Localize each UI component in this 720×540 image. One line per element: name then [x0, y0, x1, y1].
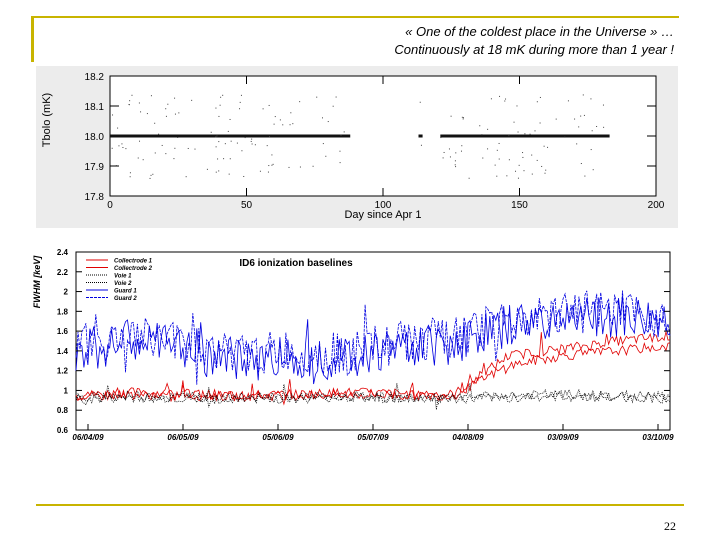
legend-entry-label: Collectrode 1	[114, 258, 153, 265]
tbolo-y-tick-label: 18.2	[84, 72, 104, 83]
tbolo-point	[228, 131, 229, 132]
tbolo-point	[177, 137, 178, 138]
tbolo-point	[421, 145, 422, 146]
tbolo-point	[174, 148, 175, 149]
tbolo-point	[522, 152, 523, 153]
tbolo-point	[289, 167, 290, 168]
tbolo-point	[229, 174, 230, 175]
tbolo-point	[162, 145, 163, 146]
tbolo-point	[245, 137, 246, 138]
tbolo-point	[463, 118, 464, 119]
tbolo-point	[540, 122, 541, 123]
tbolo-x-tick-label: 150	[511, 200, 528, 211]
tbolo-point	[603, 127, 604, 128]
tbolo-point	[487, 148, 488, 149]
tbolo-point	[240, 102, 241, 103]
tbolo-point	[230, 119, 231, 120]
baselines-x-tick-label: 03/10/09	[642, 433, 674, 442]
tbolo-point	[499, 143, 500, 144]
tbolo-point	[455, 152, 456, 153]
baselines-x-tick-label: 06/05/09	[167, 433, 199, 442]
tbolo-point	[584, 176, 585, 177]
tbolo-point	[217, 158, 218, 159]
tbolo-point	[583, 94, 584, 95]
tbolo-point	[239, 108, 240, 109]
tbolo-y-axis-label: Tbolo (mK)	[41, 92, 53, 148]
tbolo-point	[129, 104, 130, 105]
tbolo-point	[545, 170, 546, 171]
tbolo-point	[603, 105, 604, 106]
tbolo-point	[251, 141, 252, 142]
tbolo-point	[267, 145, 268, 146]
tbolo-point	[530, 134, 531, 135]
tbolo-point	[495, 165, 496, 166]
tbolo-point	[139, 102, 140, 103]
legend-entry-label: Collectrode 2	[114, 266, 153, 272]
tbolo-point	[167, 104, 168, 105]
tbolo-y-tick-label: 17.9	[84, 162, 104, 173]
tbolo-point	[462, 117, 463, 118]
tbolo-point	[323, 143, 324, 144]
tbolo-point	[590, 98, 591, 99]
tbolo-point	[522, 157, 523, 158]
accent-rule-bottom	[36, 504, 684, 506]
tbolo-point	[166, 116, 167, 117]
tbolo-point	[499, 96, 500, 97]
baselines-y-tick-label: 1.4	[56, 346, 68, 356]
tbolo-point	[116, 165, 117, 166]
tbolo-point	[112, 148, 113, 149]
tbolo-point	[482, 158, 483, 159]
tbolo-point	[519, 165, 520, 166]
tbolo-point	[516, 105, 517, 106]
tbolo-point	[469, 178, 470, 179]
tbolo-point	[165, 108, 166, 109]
tbolo-point	[300, 167, 301, 168]
tbolo-x-tick-label: 100	[374, 200, 392, 211]
baselines-x-tick-label: 03/09/09	[547, 433, 579, 442]
tbolo-point	[131, 95, 132, 96]
tbolo-point	[143, 159, 144, 160]
tbolo-point	[222, 95, 223, 96]
tbolo-point	[336, 97, 337, 98]
tbolo-point	[292, 123, 293, 124]
tbolo-point	[313, 166, 314, 167]
baselines-y-tick-label: 1.6	[56, 327, 68, 337]
tbolo-point	[340, 162, 341, 163]
tbolo-point	[299, 101, 300, 102]
tbolo-point	[151, 95, 152, 96]
tbolo-point	[269, 105, 270, 106]
tbolo-point	[440, 137, 441, 138]
tbolo-point	[218, 116, 219, 117]
baselines-x-tick-label: 06/04/09	[72, 433, 104, 442]
tbolo-point	[130, 172, 131, 173]
tbolo-point	[215, 108, 216, 109]
tbolo-point	[592, 130, 593, 131]
tbolo-point	[444, 152, 445, 153]
tbolo-point	[216, 172, 217, 173]
tbolo-point	[333, 106, 334, 107]
tbolo-point	[497, 150, 498, 151]
tbolo-x-tick-label: 200	[647, 200, 665, 211]
tbolo-point	[268, 165, 269, 166]
tbolo-point	[282, 124, 283, 125]
tbolo-point	[568, 100, 569, 101]
tbolo-point	[545, 173, 546, 174]
tbolo-point	[158, 134, 159, 135]
tbolo-point	[194, 149, 195, 150]
tbolo-point	[537, 101, 538, 102]
tbolo-point	[344, 131, 345, 132]
tbolo-point	[231, 141, 232, 142]
tbolo-point	[504, 101, 505, 102]
baselines-y-tick-label: 0.8	[56, 406, 68, 416]
tbolo-point	[514, 122, 515, 123]
slide-title	[394, 23, 674, 59]
tbolo-point	[455, 164, 456, 165]
tbolo-point	[564, 137, 565, 138]
tbolo-point	[112, 114, 113, 115]
tbolo-y-tick-label: 18.1	[84, 102, 104, 113]
tbolo-y-tick-label: 18.0	[84, 132, 104, 143]
tbolo-point	[191, 100, 192, 101]
baselines-y-tick-label: 2.2	[56, 267, 68, 277]
tbolo-point	[499, 159, 500, 160]
tbolo-point	[271, 165, 272, 166]
tbolo-point	[420, 102, 421, 103]
tbolo-point	[151, 175, 152, 176]
legend-entry-label: Voie 2	[114, 281, 132, 287]
tbolo-point	[505, 99, 506, 100]
tbolo-point	[443, 157, 444, 158]
baselines-y-tick-label: 2	[63, 287, 68, 297]
tbolo-x-axis-label: Day since Apr 1	[344, 209, 422, 221]
tbolo-point	[524, 133, 525, 134]
accent-rule-vertical	[31, 16, 34, 62]
tbolo-point	[186, 176, 187, 177]
tbolo-point	[328, 121, 329, 122]
tbolo-point	[515, 171, 516, 172]
tbolo-point	[316, 97, 317, 98]
tbolo-point	[175, 114, 176, 115]
tbolo-point	[155, 152, 156, 153]
tbolo-point	[122, 147, 123, 148]
tbolo-point	[218, 170, 219, 171]
tbolo-point	[591, 149, 592, 150]
tbolo-point	[150, 178, 151, 179]
baselines-chart-svg	[28, 238, 678, 448]
tbolo-point	[491, 98, 492, 99]
tbolo-point	[451, 116, 452, 117]
tbolo-point	[215, 136, 216, 137]
legend-entry-label: Voie 1	[114, 273, 132, 280]
tbolo-point	[165, 153, 166, 154]
legend-entry-label: Guard 2	[114, 296, 137, 302]
tbolo-point	[578, 126, 579, 127]
tbolo-point	[263, 108, 264, 109]
tbolo-point	[535, 130, 536, 131]
baselines-y-tick-label: 2.4	[56, 248, 68, 257]
tbolo-point	[252, 143, 253, 144]
tbolo-point	[152, 174, 153, 175]
tbolo-chart	[36, 66, 678, 228]
tbolo-point	[230, 158, 231, 159]
tbolo-point	[273, 164, 274, 165]
tbolo-point	[290, 124, 291, 125]
tbolo-point	[541, 166, 542, 167]
baselines-y-axis-label: FWHM [keV]	[32, 255, 42, 309]
tbolo-point	[243, 176, 244, 177]
tbolo-point	[576, 143, 577, 144]
tbolo-point	[274, 124, 275, 125]
tbolo-point	[269, 136, 270, 137]
tbolo-point	[532, 174, 533, 175]
tbolo-point	[596, 126, 597, 127]
tbolo-point	[325, 156, 326, 157]
baselines-x-tick-label: 05/06/09	[262, 433, 294, 442]
tbolo-point	[241, 150, 242, 151]
baselines-x-tick-label: 05/07/09	[357, 433, 389, 442]
tbolo-point	[518, 178, 519, 179]
page-number: 22	[664, 519, 676, 533]
slide-title-line1: « One of the coldest place in the Universe » …	[405, 24, 674, 39]
tbolo-point	[547, 147, 548, 148]
tbolo-point	[531, 155, 532, 156]
tbolo-point	[487, 129, 488, 130]
tbolo-point	[461, 145, 462, 146]
tbolo-point	[523, 170, 524, 171]
baselines-chart	[28, 238, 678, 448]
tbolo-point	[220, 97, 221, 98]
tbolo-point	[260, 171, 261, 172]
tbolo-point	[574, 119, 575, 120]
tbolo-point	[125, 148, 126, 149]
tbolo-y-tick-label: 17.8	[84, 192, 104, 203]
tbolo-point	[544, 146, 545, 147]
accent-rule-top	[31, 16, 679, 18]
tbolo-point	[225, 143, 226, 144]
tbolo-point	[518, 132, 519, 133]
tbolo-point	[339, 151, 340, 152]
tbolo-x-tick-label: 0	[107, 200, 113, 211]
baselines-x-tick-label: 04/08/09	[452, 433, 484, 442]
tbolo-point	[220, 105, 221, 106]
tbolo-point	[509, 159, 510, 160]
tbolo-point	[118, 145, 119, 146]
tbolo-point	[280, 119, 281, 120]
tbolo-point	[154, 123, 155, 124]
tbolo-point	[556, 119, 557, 120]
tbolo-point	[147, 113, 148, 114]
tbolo-point	[251, 139, 252, 140]
tbolo-point	[290, 112, 291, 113]
tbolo-point	[117, 128, 118, 129]
tbolo-point	[537, 160, 538, 161]
tbolo-point	[173, 158, 174, 159]
tbolo-chart-svg	[36, 66, 678, 228]
tbolo-point	[540, 97, 541, 98]
tbolo-point	[496, 176, 497, 177]
tbolo-point	[216, 135, 217, 136]
tbolo-point	[268, 172, 269, 173]
tbolo-point	[481, 134, 482, 135]
tbolo-point	[275, 116, 276, 117]
baselines-chart-title: ID6 ionization baselines	[239, 258, 353, 269]
tbolo-point	[130, 176, 131, 177]
tbolo-point	[593, 169, 594, 170]
tbolo-point	[580, 116, 581, 117]
tbolo-point	[241, 95, 242, 96]
tbolo-point	[216, 146, 217, 147]
tbolo-point	[255, 144, 256, 145]
tbolo-x-tick-label: 50	[240, 200, 253, 211]
tbolo-point	[237, 143, 238, 144]
tbolo-point	[174, 98, 175, 99]
slide-title-line2: Continuously at 18 mK during more than 1 year !	[394, 42, 674, 57]
tbolo-point	[508, 135, 509, 136]
tbolo-point	[341, 135, 342, 136]
tbolo-point	[223, 158, 224, 159]
tbolo-point	[463, 117, 464, 118]
baselines-y-tick-label: 1.2	[56, 366, 68, 376]
tbolo-point	[584, 115, 585, 116]
tbolo-point	[129, 100, 130, 101]
baselines-y-tick-label: 1	[63, 386, 68, 396]
baselines-y-tick-label: 1.8	[56, 307, 68, 317]
tbolo-point	[140, 111, 141, 112]
baselines-plot-frame	[76, 252, 670, 430]
tbolo-point	[218, 141, 219, 142]
tbolo-point	[449, 148, 450, 149]
tbolo-point	[139, 141, 140, 142]
tbolo-point	[479, 125, 480, 126]
tbolo-point	[138, 158, 139, 159]
tbolo-point	[455, 160, 456, 161]
tbolo-point	[178, 112, 179, 113]
tbolo-point	[450, 156, 451, 157]
tbolo-point	[455, 166, 456, 167]
baselines-y-tick-label: 0.6	[56, 426, 68, 435]
tbolo-point	[581, 163, 582, 164]
legend-entry-label: Guard 1	[114, 288, 137, 295]
tbolo-point	[461, 151, 462, 152]
tbolo-point	[207, 169, 208, 170]
tbolo-point	[271, 154, 272, 155]
tbolo-point	[188, 148, 189, 149]
tbolo-point	[322, 117, 323, 118]
tbolo-point	[211, 132, 212, 133]
tbolo-point	[121, 143, 122, 144]
tbolo-point	[506, 175, 507, 176]
